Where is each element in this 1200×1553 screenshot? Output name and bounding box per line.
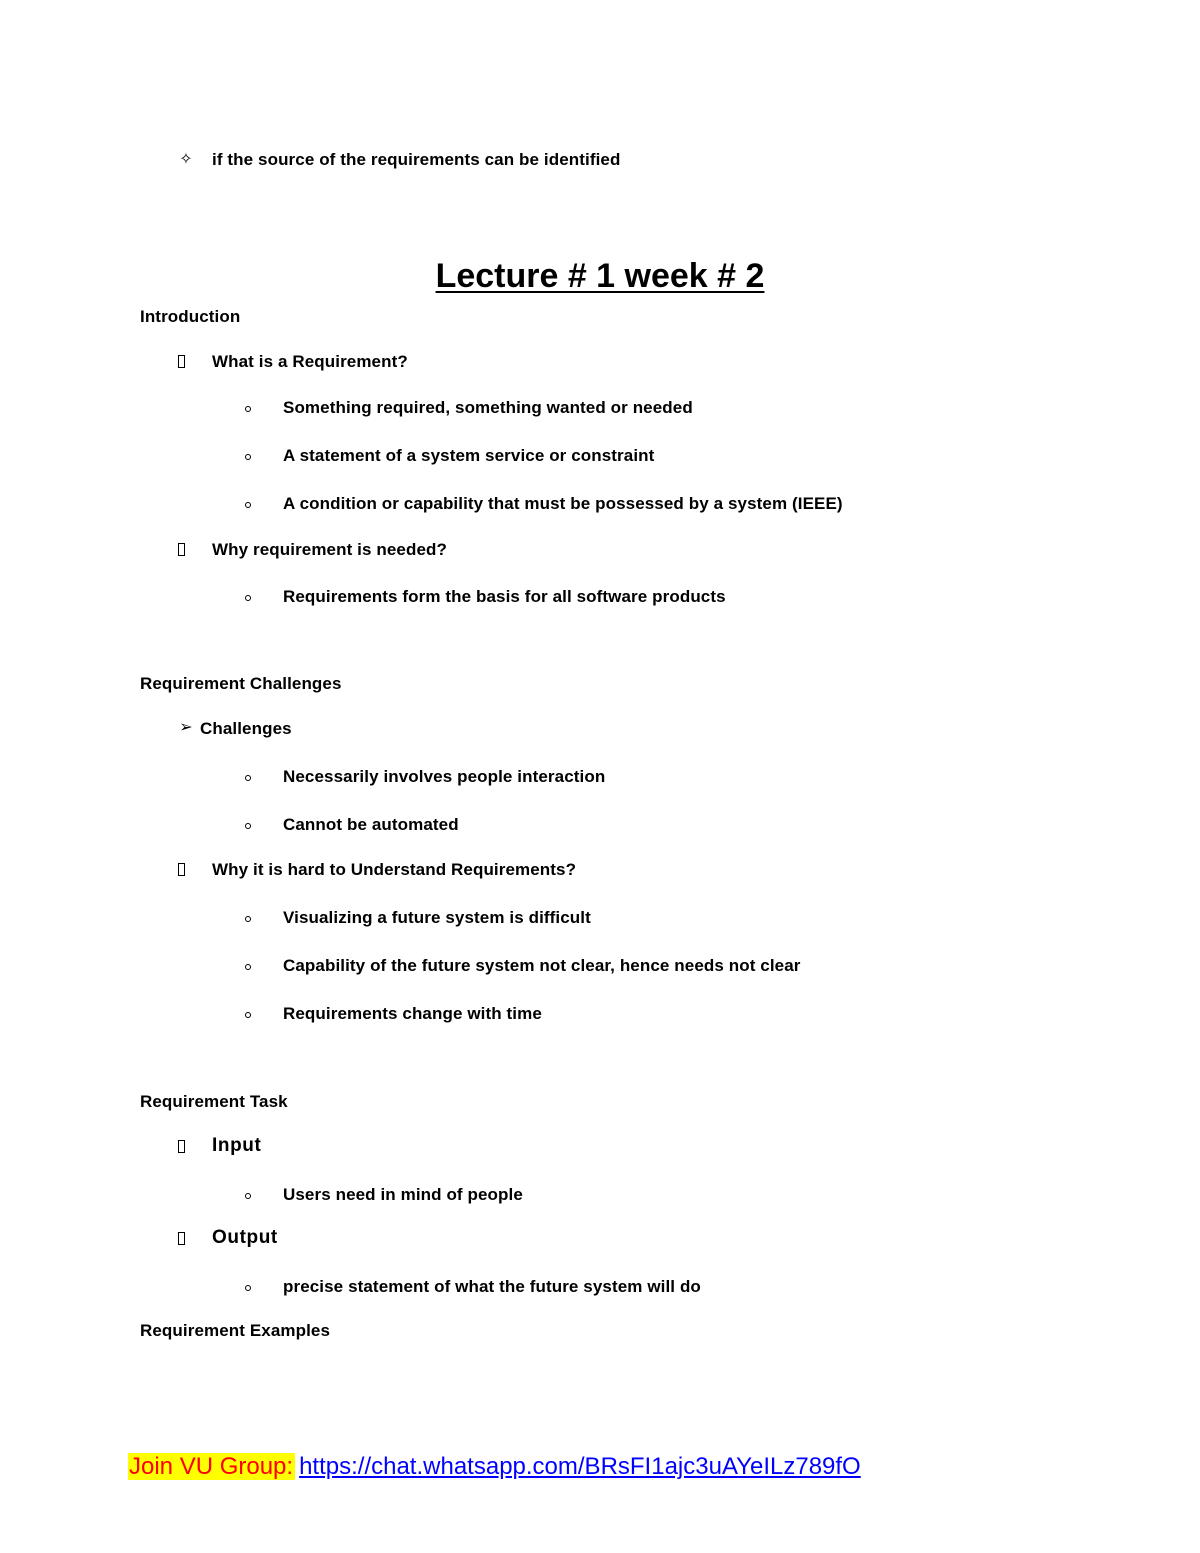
square-bullet-icon — [178, 355, 185, 368]
list-item: Visualizing a future system is difficult — [283, 908, 591, 927]
section-heading-challenges: Requirement Challenges — [140, 674, 342, 693]
footer-banner — [128, 1452, 861, 1482]
question-why-hard: Why it is hard to Understand Requirements? — [212, 860, 577, 879]
challenges-item: Challenges — [200, 719, 292, 738]
task-input: Input — [212, 1135, 262, 1156]
list-item: Requirements form the basis for all software products — [283, 587, 726, 606]
square-bullet-icon — [178, 543, 185, 556]
square-bullet-icon — [178, 1140, 185, 1153]
circle-bullet-icon — [245, 502, 251, 508]
circle-bullet-icon — [245, 595, 251, 601]
list-item: A condition or capability that must be possessed by a system (IEEE) — [283, 494, 843, 513]
section-heading-introduction: Introduction — [140, 307, 241, 326]
square-bullet-icon — [178, 863, 185, 876]
circle-bullet-icon — [245, 775, 251, 781]
task-output: Output — [212, 1227, 278, 1248]
arrowhead-bullet-icon: ➢ — [179, 719, 193, 736]
footer-label: Join VU Group: — [129, 1453, 294, 1480]
circle-bullet-icon — [245, 406, 251, 412]
list-item: Users need in mind of people — [283, 1185, 523, 1204]
question-what-is-requirement: What is a Requirement? — [212, 352, 408, 371]
page-title: Lecture # 1 week # 2 — [435, 257, 765, 295]
circle-bullet-icon — [245, 916, 251, 922]
circle-bullet-icon — [245, 964, 251, 970]
square-bullet-icon — [178, 1232, 185, 1245]
circle-bullet-icon — [245, 454, 251, 460]
list-item: Cannot be automated — [283, 815, 459, 834]
circle-bullet-icon — [245, 1193, 251, 1199]
section-heading-examples: Requirement Examples — [140, 1321, 331, 1340]
list-item: precise statement of what the future system will do — [283, 1277, 701, 1296]
list-item: Requirements change with time — [283, 1004, 542, 1023]
question-why-requirement-needed: Why requirement is needed? — [212, 540, 447, 559]
list-item: Something required, something wanted or needed — [283, 398, 693, 417]
section-heading-task: Requirement Task — [140, 1092, 288, 1111]
circle-bullet-icon — [245, 1285, 251, 1291]
circle-bullet-icon — [245, 823, 251, 829]
circle-bullet-icon — [245, 1012, 251, 1018]
list-item: A statement of a system service or constraint — [283, 446, 655, 465]
list-item: Necessarily involves people interaction — [283, 767, 606, 786]
whatsapp-group-link[interactable]: https://chat.whatsapp.com/BRsFI1ajc3uAYeILz789fO — [299, 1453, 861, 1480]
list-item: Capability of the future system not clear, hence needs not clear — [283, 956, 801, 975]
four-point-star-icon: ✧ — [179, 151, 193, 168]
top-item-text: if the source of the requirements can be identified — [212, 150, 621, 169]
